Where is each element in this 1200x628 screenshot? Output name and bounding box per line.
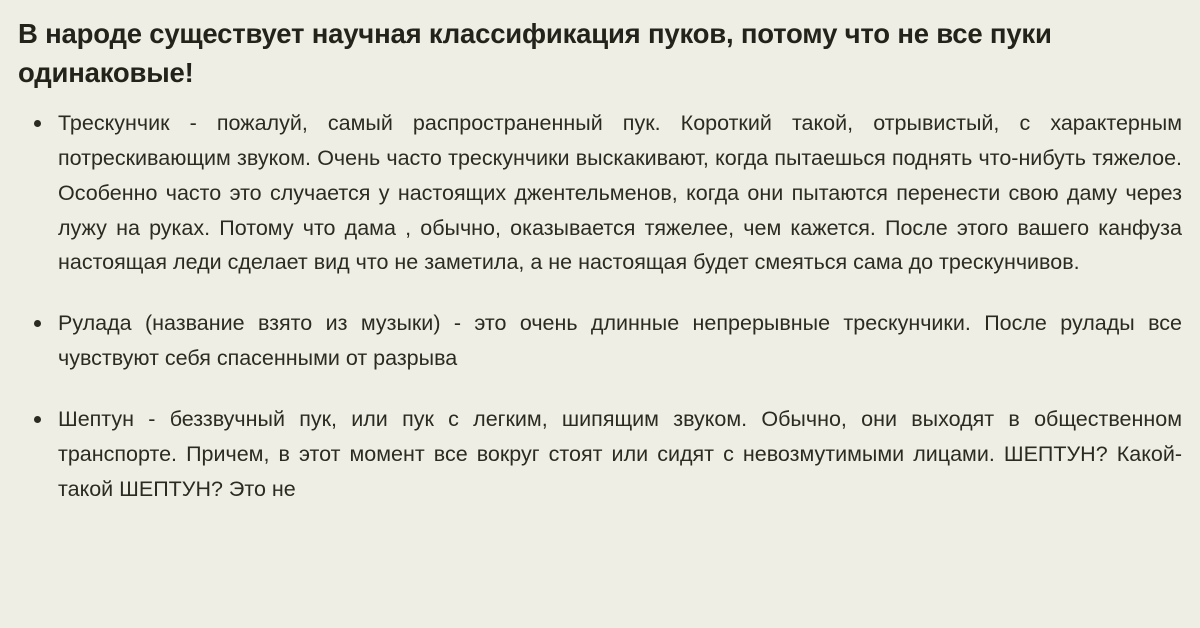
list-item (18, 402, 1182, 506)
classification-list (18, 106, 1182, 506)
list-item-text: Шептун - беззвучный пук, или пук с легким, шипящим звуком. Обычно, они выходят в общественном транспорте. Причем, в этот момент все вокруг стоят или сидят с невозмутимыми лицами. ШЕПТУН? Какой-такой ШЕПТУН? Это не (58, 406, 1182, 501)
page-title: В народе существует научная классификация пуков, потому что не все пуки одинаковые! (18, 18, 1052, 89)
list-item (18, 306, 1182, 376)
list-item-text: Трескунчик - пожалуй, самый распространенный пук. Короткий такой, отрывистый, с характерным потрескивающим звуком. Очень часто трескунчики выскакивают, когда пытаешься поднять что-нибуть тяжелое. Особенно часто это случается у настоящих джентельменов, когда они пытаются перенести свою даму через лужу на руках. Потому что дама , обычно, оказывается тяжелее, чем кажется. После этого вашего канфуза настоящая леди сделает вид что не заметила, а не настоящая будет смеяться сама до трескунчивов. (58, 111, 1182, 275)
list-item-text: Рулада (название взято из музыки) - это очень длинные непрерывные трескунчики. После рулады все чувствуют себя спасенными от разрыва (58, 311, 1182, 371)
list-item (18, 106, 1182, 280)
